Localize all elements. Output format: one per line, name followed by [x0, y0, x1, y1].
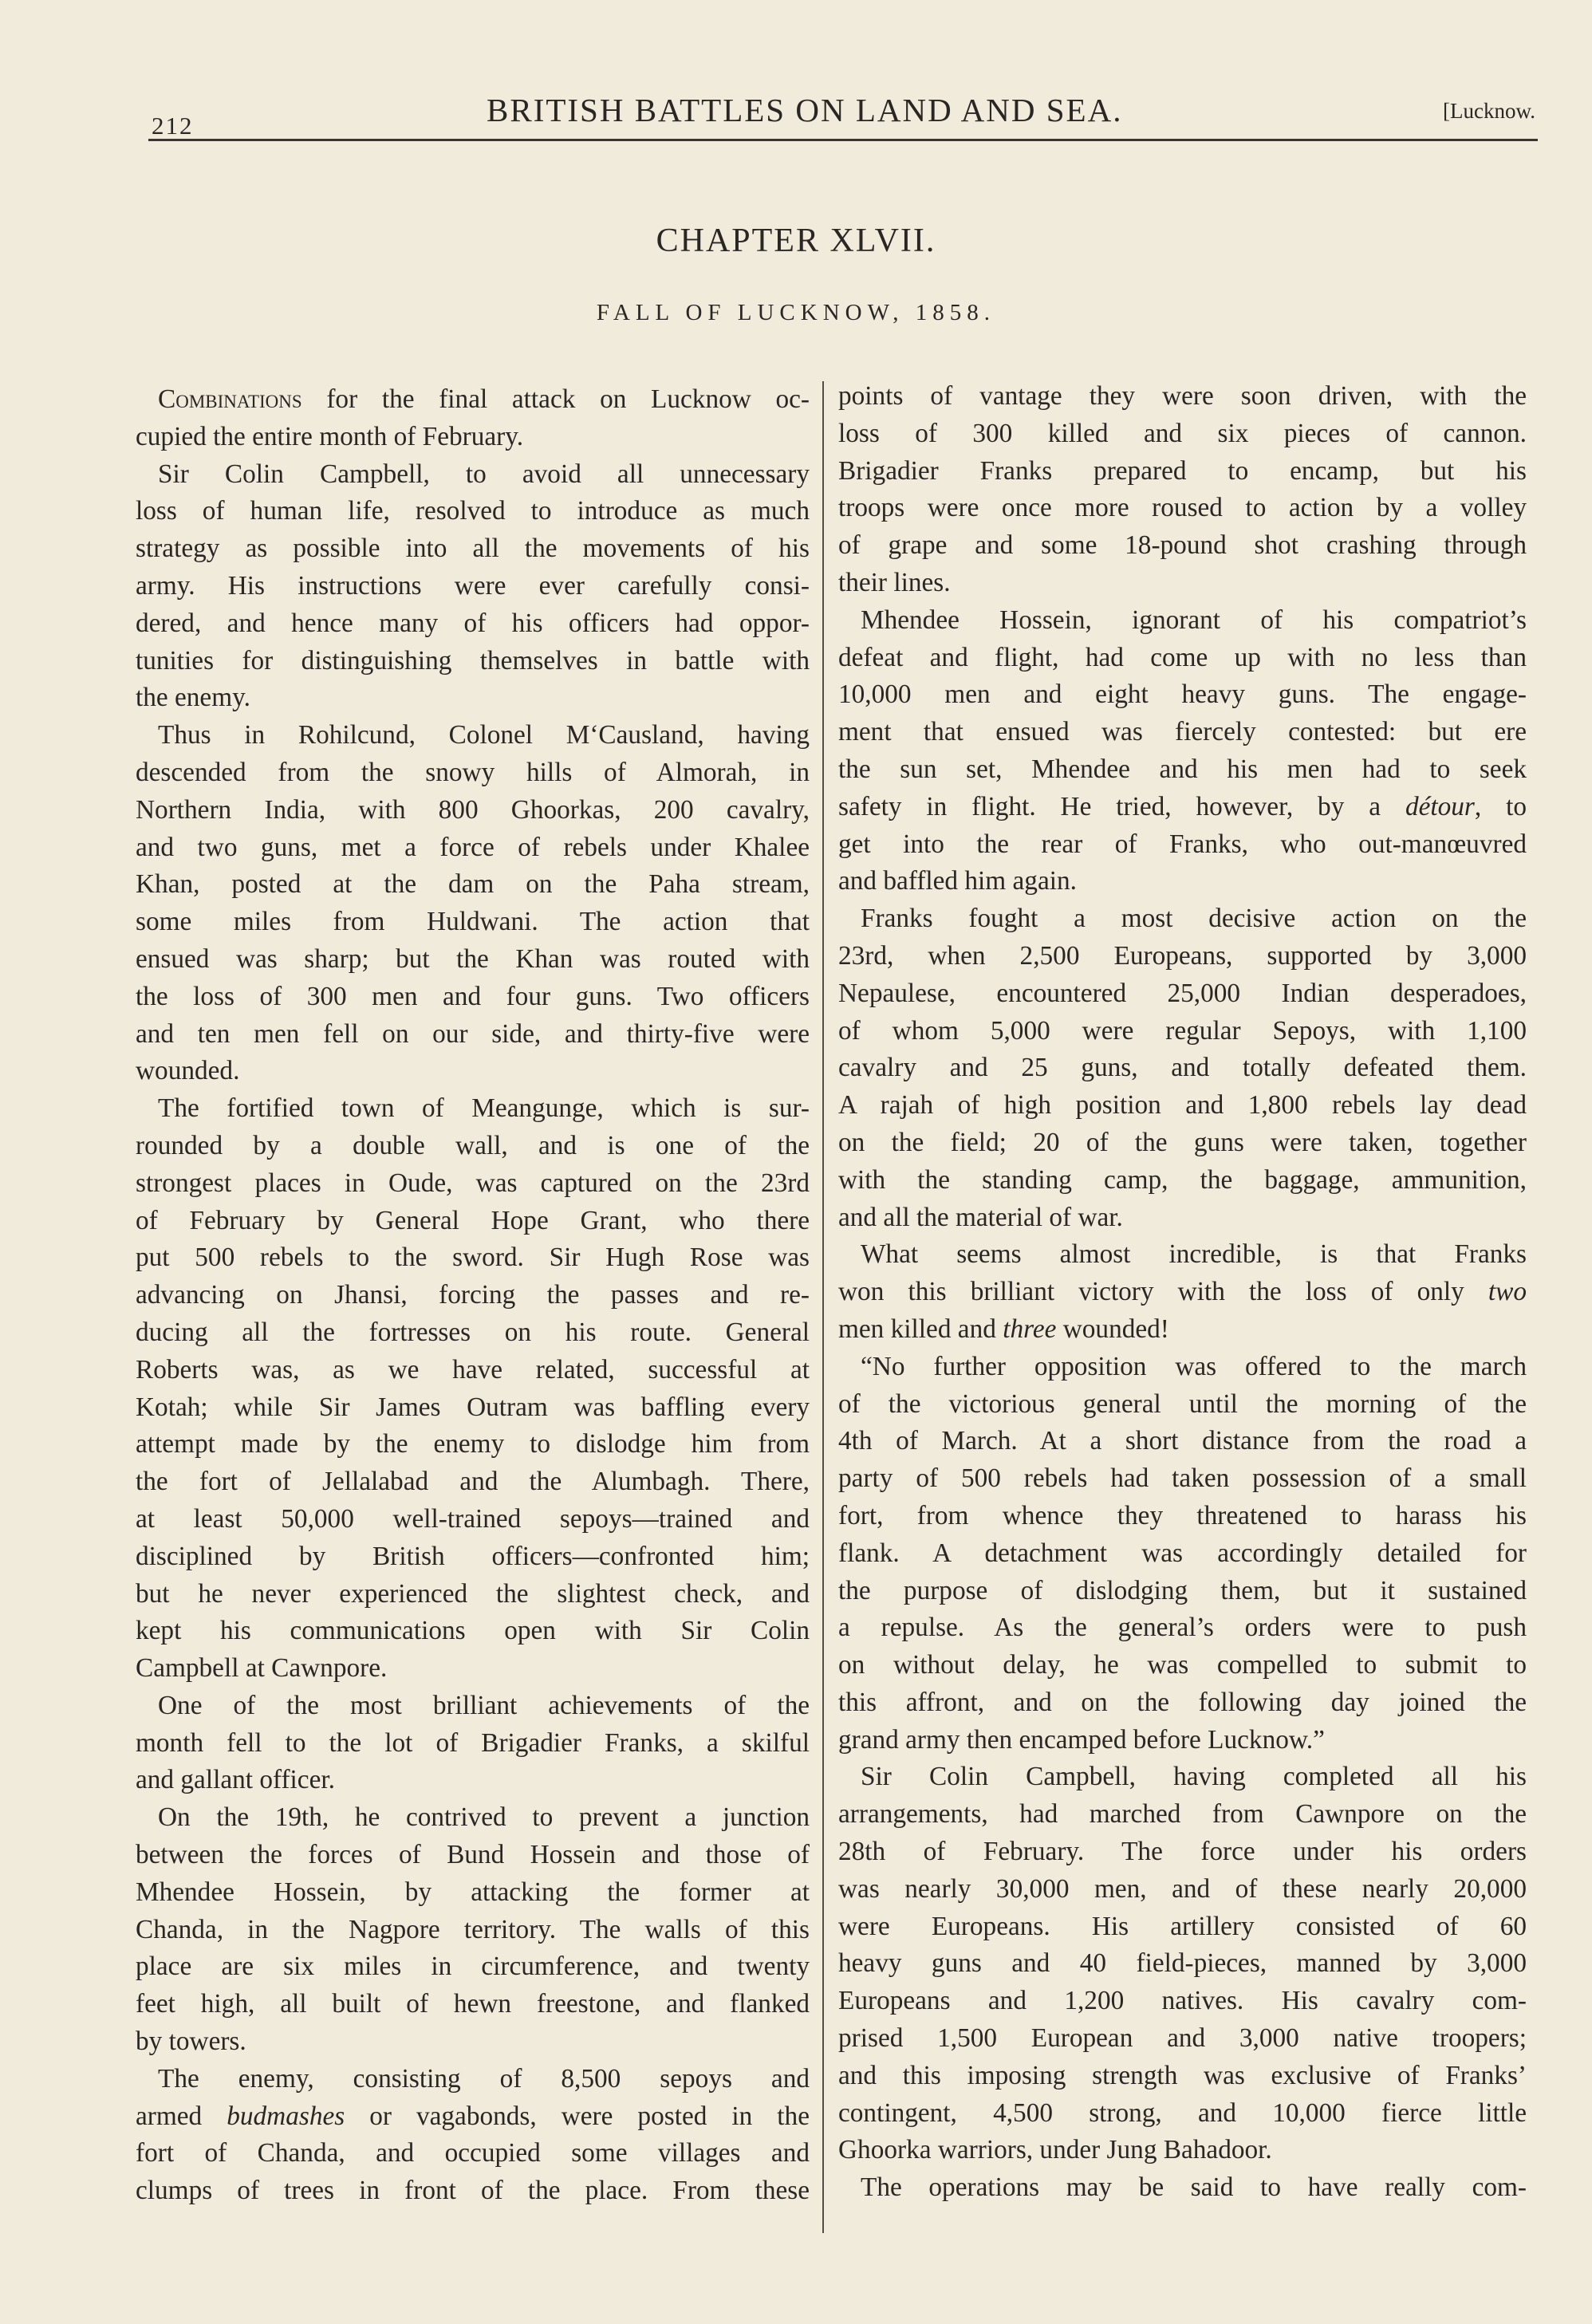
text-line: 23rd, when 2,500 Europeans, supported by 3,000 — [838, 940, 1527, 971]
text-line: The operations may be said to have really com- — [861, 2172, 1527, 2203]
text-line: and two guns, met a force of rebels under Khalee — [136, 832, 810, 862]
text-line: kept his communications open with Sir Colin — [136, 1616, 810, 1646]
text-line: flank. A detachment was accordingly detailed for — [838, 1538, 1527, 1568]
text-line: Kotah; while Sir James Outram was baffling every — [136, 1392, 810, 1422]
text-line: Chanda, in the Nagpore territory. The walls of this — [136, 1914, 810, 1944]
running-title: BRITISH BATTLES ON LAND AND SEA. — [487, 92, 1123, 128]
text-line: by towers. — [136, 2027, 246, 2057]
text-line: What seems almost incredible, is that Franks — [861, 1239, 1527, 1270]
text-line: grand army then encamped before Lucknow.” — [838, 1724, 1325, 1755]
text-line: Khan, posted at the dam on the Paha stream, — [136, 869, 810, 900]
paragraph — [136, 1090, 810, 1688]
text-line: One of the most brilliant achievements of the — [158, 1690, 810, 1720]
text-line: strongest places in Oude, was captured on the 23rd — [136, 1168, 810, 1198]
text-line: get into the rear of Franks, who out-manœuvred — [838, 829, 1527, 859]
text-line: tunities for distinguishing themselves in battle with — [136, 645, 810, 676]
text-line: safety in flight. He tried, however, by a détour, to — [838, 791, 1527, 821]
text-line: and gallant officer. — [136, 1765, 335, 1795]
text-line: rounded by a double wall, and is one of the — [136, 1130, 810, 1160]
text-line: heavy guns and 40 field-pieces, manned by 3,000 — [838, 1948, 1527, 1979]
text-line: on without delay, he was compelled to submit to — [838, 1650, 1527, 1680]
text-line: Sir Colin Campbell, having completed all his — [861, 1762, 1527, 1792]
text-line: the loss of 300 men and four guns. Two officers — [136, 981, 810, 1011]
text-line: clumps of trees in front of the place. From these — [136, 2176, 810, 2206]
text-line: some miles from Huldwani. The action that — [136, 907, 810, 937]
text-line: contingent, 4,500 strong, and 10,000 fierce little — [838, 2098, 1527, 2128]
text-line: fort of Chanda, and occupied some villages and — [136, 2138, 810, 2168]
paragraph — [838, 1236, 1527, 1348]
left-column — [136, 381, 810, 2210]
text-line: the purpose of dislodging them, but it sustained — [838, 1575, 1527, 1605]
text-line: strategy as possible into all the movements of his — [136, 534, 810, 564]
text-line: Franks fought a most decisive action on the — [861, 904, 1527, 934]
text-line: wounded. — [136, 1056, 240, 1086]
text-line: a repulse. As the general’s orders were to push — [838, 1613, 1527, 1643]
text-line: of grape and some 18-pound shot crashing through — [838, 530, 1527, 561]
text-line: party of 500 rebels had taken possession of a small — [838, 1463, 1527, 1494]
text-line: Nepaulese, encountered 25,000 Indian desperadoes, — [838, 978, 1527, 1008]
text-line: Mhendee Hossein, ignorant of his compatriot’s — [861, 605, 1527, 635]
text-line: their lines. — [838, 567, 951, 597]
text-line: with the standing camp, the baggage, ammunition, — [838, 1164, 1527, 1195]
text-line: On the 19th, he contrived to prevent a junction — [158, 1802, 810, 1833]
paragraph — [136, 2061, 810, 2210]
text-line: of the victorious general until the morning of the — [838, 1388, 1527, 1419]
text-line: Roberts was, as we have related, successful at — [136, 1354, 810, 1385]
text-line: 4th of March. At a short distance from the road a — [838, 1426, 1527, 1456]
text-line: the fort of Jellalabad and the Alumbagh. There, — [136, 1467, 810, 1497]
text-line: of whom 5,000 were regular Sepoys, with 1,100 — [838, 1015, 1527, 1046]
text-line: on the field; 20 of the guns were taken, together — [838, 1127, 1527, 1157]
text-line: armed budmashes or vagabonds, were posted in the — [136, 2101, 810, 2131]
text-line: and baffled him again. — [838, 866, 1077, 896]
paragraph — [838, 2169, 1527, 2207]
running-header — [152, 86, 1539, 140]
text-line: loss of human life, resolved to introduce as much — [136, 496, 810, 526]
text-line: Combinations for the final attack on Lucknow oc- — [158, 384, 810, 414]
text-line: and all the material of war. — [838, 1202, 1123, 1232]
paragraph — [136, 717, 810, 1090]
text-line: loss of 300 killed and six pieces of cannon. — [838, 418, 1527, 448]
text-line: were Europeans. His artillery consisted of 60 — [838, 1911, 1527, 1941]
text-line: “No further opposition was offered to the march — [861, 1351, 1527, 1381]
text-line: place are six miles in circumference, and twenty — [136, 1952, 810, 1982]
text-line: Ghoorka warriors, under Jung Bahadoor. — [838, 2135, 1272, 2165]
text-line: prised 1,500 European and 3,000 native troopers; — [838, 2023, 1527, 2054]
text-line: ment that ensued was fiercely contested: but ere — [838, 717, 1527, 747]
chapter-heading: CHAPTER XLVII. — [656, 223, 936, 259]
text-line: Mhendee Hossein, by attacking the former at — [136, 1877, 810, 1907]
text-line: cupied the entire month of February. — [136, 421, 524, 451]
text-line: of February by General Hope Grant, who there — [136, 1205, 810, 1235]
text-line: Brigadier Franks prepared to encamp, but his — [838, 455, 1527, 486]
text-line: 28th of February. The force under his orders — [838, 1837, 1527, 1867]
text-line: The fortified town of Meangunge, which is sur- — [158, 1093, 810, 1124]
text-line: 10,000 men and eight heavy guns. The engage- — [838, 679, 1527, 710]
text-line: Campbell at Cawnpore. — [136, 1653, 388, 1684]
text-line: A rajah of high position and 1,800 rebels lay dead — [838, 1090, 1527, 1121]
header-rule — [148, 139, 1538, 141]
paragraph — [838, 1759, 1527, 2169]
text-line: ensued was sharp; but the Khan was routed with — [136, 943, 810, 974]
text-line: the enemy. — [136, 683, 250, 713]
paragraph — [136, 381, 810, 456]
paragraph — [838, 900, 1527, 1236]
paragraph — [838, 378, 1527, 602]
right-column — [838, 378, 1527, 2207]
text-line: men killed and three wounded! — [838, 1314, 1169, 1344]
text-line: won this brilliant victory with the loss of only two — [838, 1277, 1527, 1307]
text-line: but he never experienced the slightest check, and — [136, 1578, 810, 1609]
text-line: Northern India, with 800 Ghoorkas, 200 cavalry, — [136, 794, 810, 825]
text-line: descended from the snowy hills of Almorah, in — [136, 757, 810, 787]
text-line: attempt made by the enemy to dislodge him from — [136, 1429, 810, 1459]
text-line: advancing on Jhansi, forcing the passes and re- — [136, 1280, 810, 1310]
text-line: dered, and hence many of his officers had oppor- — [136, 608, 810, 638]
text-line: the sun set, Mhendee and his men had to seek — [838, 754, 1527, 784]
text-line: troops were once more roused to action by a volley — [838, 493, 1527, 523]
text-line: and this imposing strength was exclusive of Franks’ — [838, 2060, 1527, 2090]
text-line: put 500 rebels to the sword. Sir Hugh Rose was — [136, 1243, 810, 1273]
text-line: points of vantage they were soon driven, with the — [838, 381, 1527, 411]
text-line: army. His instructions were ever carefully consi- — [136, 570, 810, 601]
text-line: cavalry and 25 guns, and totally defeated them. — [838, 1053, 1527, 1083]
chapter-title: FALL OF LUCKNOW, 1858. — [596, 300, 996, 325]
paragraph — [136, 1799, 810, 2061]
text-line: Thus in Rohilcund, Colonel M‘Causland, having — [158, 720, 810, 750]
text-line: at least 50,000 well-trained sepoys—trained and — [136, 1503, 810, 1534]
text-line: was nearly 30,000 men, and of these nearly 20,000 — [838, 1873, 1527, 1904]
paragraph — [838, 602, 1527, 900]
paragraph — [136, 456, 810, 718]
section-label: [Lucknow. — [1443, 99, 1535, 123]
text-line: arrangements, had marched from Cawnpore on the — [838, 1799, 1527, 1830]
text-line: ducing all the fortresses on his route. General — [136, 1317, 810, 1347]
text-line: The enemy, consisting of 8,500 sepoys and — [158, 2063, 810, 2094]
text-line: feet high, all built of hewn freestone, and flanked — [136, 1989, 810, 2019]
text-line: fort, from whence they threatened to harass his — [838, 1500, 1527, 1530]
text-line: Sir Colin Campbell, to avoid all unnecessary — [158, 459, 810, 489]
column-divider — [822, 381, 824, 2233]
text-line: Europeans and 1,200 natives. His cavalry com- — [838, 1986, 1527, 2016]
text-line: between the forces of Bund Hossein and those of — [136, 1840, 810, 1870]
paragraph — [838, 1349, 1527, 1759]
text-line: this affront, and on the following day joined the — [838, 1687, 1527, 1717]
paragraph — [136, 1688, 810, 1799]
text-line: month fell to the lot of Brigadier Franks, a skilful — [136, 1727, 810, 1758]
text-line: disciplined by British officers—confronted him; — [136, 1541, 810, 1571]
text-line: defeat and flight, had come up with no less than — [838, 642, 1527, 672]
page-number: 212 — [152, 112, 194, 140]
text-line: and ten men fell on our side, and thirty-five were — [136, 1018, 810, 1049]
